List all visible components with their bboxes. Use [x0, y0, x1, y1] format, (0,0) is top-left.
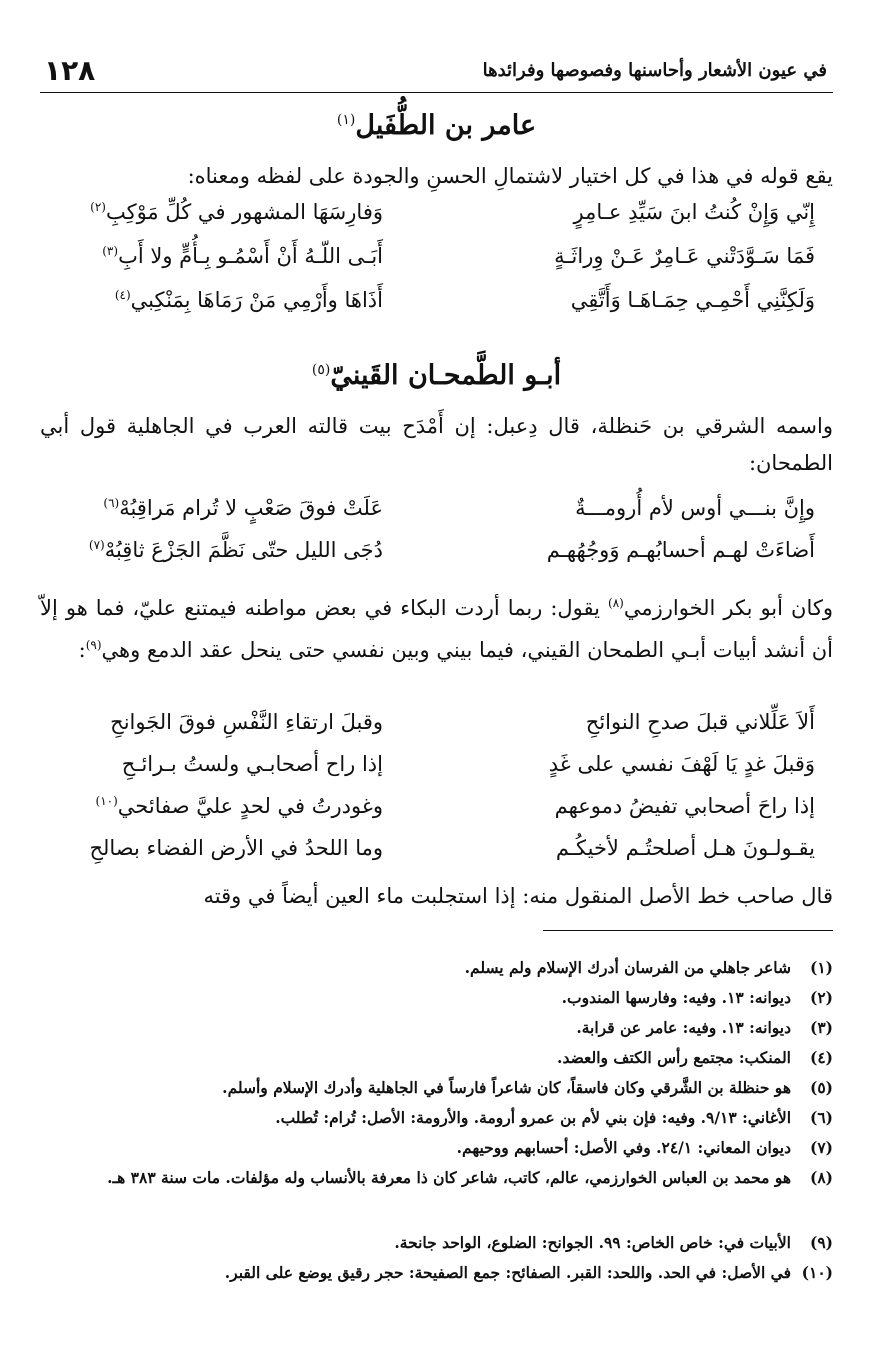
verse-second-hemistich: أَبَـى اللّـهُ أَنْ أَسْمُـو بِـأُمٍّ ولا أَبِ$^{(٣)}$ — [102, 244, 383, 268]
footnote: (٦)الأغاني: ٩/١٣. وفيه: فإن بني لأم بن عمرو أرومة. والأرومة: الأصل: تُرام: تُطلب. — [275, 1108, 833, 1127]
verse-first-hemistich: أَلاَ عَلِّلاني قبلَ صدحِ النوائحِ — [585, 710, 815, 734]
section-heading-amir — [40, 110, 833, 141]
verse-first-hemistich: وإِنَّ بنـــي أوس لأم أُرومـــةٌ — [575, 496, 815, 520]
anecdote-paragraph: وكان أبو بكر الخوارزمي$^{(٨)}$ يقول: ربما أردت البكاء في بعض مواطنه فيمتنع عليّ، فما هو إلاّ أن أنشد أبيات أبـي الطمحان القيني، فيما بيني وبين نفسي حتى ينحل عقد الدمع وهي$^{(٩)}$: — [40, 596, 833, 662]
verse-first-hemistich: أَضاءَتْ لهـم أحسابُهـم وَوجُهُهـم — [546, 538, 815, 562]
verse-first-hemistich: يقـولـونَ هـل أصلحتُـم لأخيكُـم — [555, 836, 815, 860]
verse-second-hemistich: عَلَتْ فوقَ صَعْبٍ لا تُرام مَراقِبُهْ$^{(٦)}$ — [103, 496, 383, 520]
footnote: (١٠)في الأصل: في الحد. واللحد: القبر. الصفائح: جمع الصفيحة: حجر رقيق يوضع على القبر. — [224, 1263, 833, 1282]
closing-paragraph: قال صاحب خط الأصل المنقول منه: إذا استجلبت ماء العين أيضاً في وقته — [203, 884, 833, 908]
verse-line — [40, 836, 833, 876]
verse-first-hemistich: وَلَكِنَّنِي أَحْمِـي حِمَـاهَـا وَأَتَّقِي — [570, 288, 815, 312]
footnote: (٨)هو محمد بن العباس الخوارزمي، عالم، كاتب، شاعر كان ذا معرفة بالأنساب وله مؤلفات. مات سنة ٣٨٣ هـ. — [107, 1168, 833, 1187]
page-header — [40, 52, 833, 93]
intro-paragraph: واسمه الشرقي بن حَنظلة، قال دِعبل: إن أَمْدَح بيت قالته العرب في الجاهلية قول أبي الطمحان: — [40, 414, 833, 475]
footnote: (١)شاعر جاهلي من الفرسان أدرك الإسلام ولم يسلم. — [464, 958, 833, 977]
verse-second-hemistich: وَفارِسَهَا المشهور في كُلِّ مَوْكِبِ$^{(٢)}$ — [90, 200, 383, 224]
footnote-divider — [543, 930, 833, 931]
footnote: (٩)الأبيات في: خاص الخاص: ٩٩. الجوانح: الضلوع، الواحد جانحة. — [394, 1233, 833, 1252]
verse-line — [40, 200, 833, 240]
verse-second-hemistich: وغودرتُ في لحدٍ عليَّ صفائحي$^{(١٠)}$ — [95, 794, 383, 818]
verse-line — [40, 710, 833, 750]
verse-line — [40, 752, 833, 792]
verse-line — [40, 288, 833, 328]
verse-line — [40, 244, 833, 284]
verse-first-hemistich: وَقبلَ غدٍ يَا لَهْفَ نفسي على غَدٍ — [548, 752, 815, 776]
verse-first-hemistich: إذا راحَ أصحابي تفيضُ دموعهم — [554, 794, 815, 818]
verse-second-hemistich: وقبلَ ارتقاءِ النَّفْسِ فوقَ الجَوانحِ — [110, 710, 383, 734]
verse-line — [40, 538, 833, 578]
footnote: (٥)هو حنظلة بن الشَّرقي وكان فاسقاً، كان شاعراً فارساً في الجاهلية وأدرك الإسلام وأسلم. — [222, 1078, 833, 1097]
footnote: (٢)ديوانه: ١٣. وفيه: وفارسها المندوب. — [561, 988, 833, 1007]
page-number: ١٢٨ — [44, 54, 96, 87]
verse-second-hemistich: إذا راح أصحابـي ولستُ بـرائـحِ — [121, 752, 383, 776]
verse-second-hemistich: أَذَاهَا وأَرْمِي مَنْ رَمَاهَا بِمَنْكِبي$^{(٤)}$ — [114, 288, 383, 312]
verse-first-hemistich: فَمَا سَـوَّدَتْني عَـامِرٌ عَـنْ وِراثَـةٍ — [554, 244, 815, 268]
section-title: أبـو الطَّمحـان القَينيّ — [330, 360, 562, 391]
footnote: (٣)ديوانه: ١٣. وفيه: عامر عن قرابة. — [576, 1018, 833, 1037]
footnote-marker: (٥) — [311, 362, 331, 378]
section-title: عامر بن الطُّفَيل — [355, 110, 537, 141]
verse-second-hemistich: وما اللحدُ في الأرض الفضاء بصالحِ — [89, 836, 383, 860]
footnote: (٤)المنكب: مجتمع رأس الكتف والعضد. — [557, 1048, 833, 1067]
verse-line — [40, 496, 833, 536]
verse-second-hemistich: دُجَى الليل حتّى نَظَّمَ الجَزْعَ ثاقِبُهْ$^{(٧)}$ — [88, 538, 383, 562]
running-title: في عيون الأشعار وأحاسنها وفصوصها وفرائدها — [482, 60, 827, 81]
verse-first-hemistich: إِنّي وَإِنْ كُنتُ ابنَ سَيِّدِ عـامِرٍ — [573, 200, 815, 224]
intro-paragraph: يقع قوله في هذا في كل اختيار لاشتمالِ الحسنِ والجودة على لفظه ومعناه: — [187, 164, 833, 188]
verse-line — [40, 794, 833, 834]
footnote-marker: (١) — [336, 112, 356, 128]
section-heading-abu-tamhan — [40, 360, 833, 391]
footnote: (٧)ديوان المعاني: ٢٤/١. وفي الأصل: أحسابهم ووحيهم. — [456, 1138, 833, 1157]
